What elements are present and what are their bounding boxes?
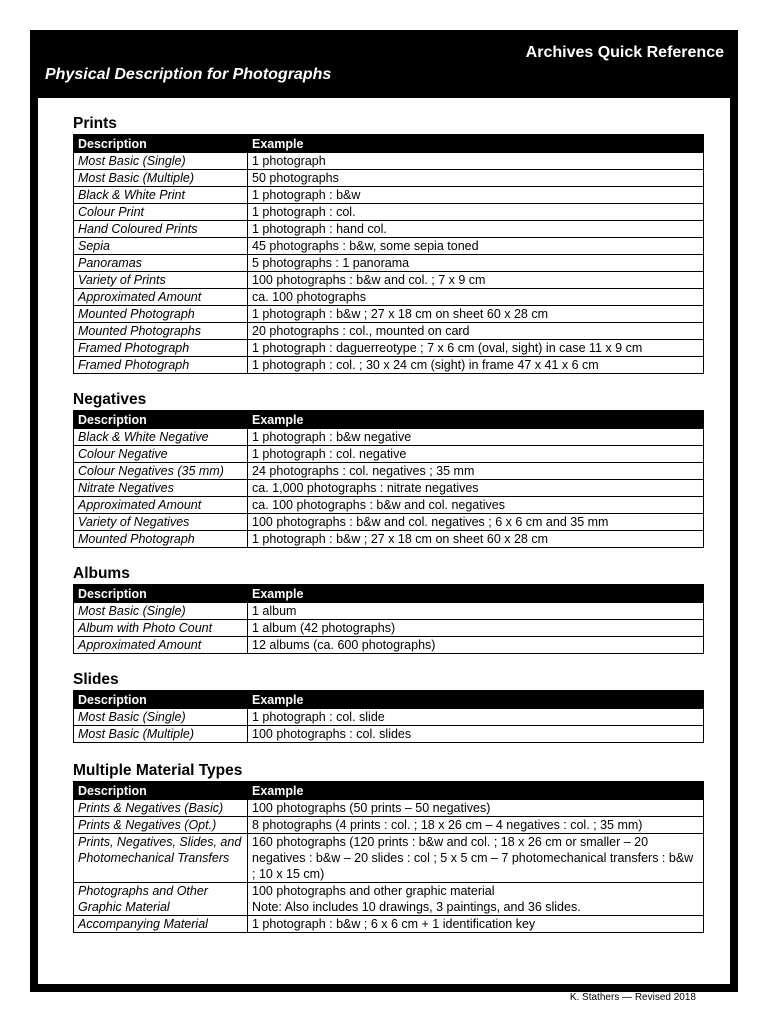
description-cell: Colour Negatives (35 mm)	[74, 463, 248, 480]
table-row	[74, 497, 704, 514]
table-row	[74, 603, 704, 620]
table-header-row	[74, 135, 704, 153]
table-row	[74, 221, 704, 238]
column-header-description: Description	[74, 411, 248, 429]
table-row	[74, 480, 704, 497]
description-cell: Photographs and Other Graphic Material	[74, 883, 248, 916]
example-cell: 1 photograph : col. slide	[248, 709, 704, 726]
example-cell: 1 photograph : b&w ; 27 x 18 cm on sheet 60 x 28 cm	[248, 306, 704, 323]
example-cell: ca. 100 photographs : b&w and col. negatives	[248, 497, 704, 514]
description-cell: Variety of Negatives	[74, 514, 248, 531]
table-row	[74, 531, 704, 548]
description-cell: Most Basic (Single)	[74, 153, 248, 170]
description-cell: Most Basic (Single)	[74, 709, 248, 726]
example-cell: 1 album (42 photographs)	[248, 620, 704, 637]
table-header-row	[74, 411, 704, 429]
description-cell: Variety of Prints	[74, 272, 248, 289]
column-header-description: Description	[74, 135, 248, 153]
description-cell: Framed Photograph	[74, 357, 248, 374]
description-cell: Colour Negative	[74, 446, 248, 463]
section-heading: Albums	[73, 565, 130, 582]
table-header-row	[74, 585, 704, 603]
description-cell: Most Basic (Multiple)	[74, 170, 248, 187]
example-cell: 12 albums (ca. 600 photographs)	[248, 637, 704, 654]
example-cell: 100 photographs (50 prints – 50 negatives)	[248, 800, 704, 817]
section-heading: Multiple Material Types	[73, 762, 243, 779]
section-heading: Slides	[73, 671, 119, 688]
reference-table	[73, 134, 704, 374]
example-cell: 1 photograph	[248, 153, 704, 170]
section-slides	[73, 670, 703, 743]
table-row	[74, 834, 704, 883]
description-cell: Hand Coloured Prints	[74, 221, 248, 238]
description-cell: Framed Photograph	[74, 340, 248, 357]
example-cell: 8 photographs (4 prints : col. ; 18 x 26 cm – 4 negatives : col. ; 35 mm)	[248, 817, 704, 834]
description-cell: Most Basic (Multiple)	[74, 726, 248, 743]
description-cell: Mounted Photograph	[74, 306, 248, 323]
reference-label: Archives Quick Reference	[525, 44, 724, 61]
table-row	[74, 817, 704, 834]
table-row	[74, 883, 704, 916]
footer-credit: K. Stathers — Revised 2018	[569, 992, 696, 1003]
example-cell: ca. 100 photographs	[248, 289, 704, 306]
description-cell: Prints, Negatives, Slides, and Photomechanical Transfers	[74, 834, 248, 883]
reference-table	[73, 584, 704, 654]
example-cell: 1 photograph : daguerreotype ; 7 x 6 cm (oval, sight) in case 11 x 9 cm	[248, 340, 704, 357]
table-row	[74, 726, 704, 743]
section-multiple-material-types	[73, 761, 703, 933]
example-cell: 1 photograph : b&w negative	[248, 429, 704, 446]
table-row	[74, 238, 704, 255]
section-negatives	[73, 390, 703, 548]
column-header-description: Description	[74, 782, 248, 800]
example-cell: 1 photograph : b&w	[248, 187, 704, 204]
example-cell: 20 photographs : col., mounted on card	[248, 323, 704, 340]
table-row	[74, 357, 704, 374]
description-cell: Mounted Photographs	[74, 323, 248, 340]
example-cell: 24 photographs : col. negatives ; 35 mm	[248, 463, 704, 480]
column-header-example: Example	[248, 585, 704, 603]
table-row	[74, 916, 704, 933]
column-header-example: Example	[248, 782, 704, 800]
example-cell: 100 photographs and other graphic material Note: Also includes 10 drawings, 3 paintings, and 36 slides.	[248, 883, 704, 916]
description-cell: Most Basic (Single)	[74, 603, 248, 620]
description-cell: Black & White Print	[74, 187, 248, 204]
table-row	[74, 620, 704, 637]
reference-table	[73, 781, 704, 933]
description-cell: Mounted Photograph	[74, 531, 248, 548]
example-cell: 1 photograph : col. negative	[248, 446, 704, 463]
example-cell: 160 photographs (120 prints : b&w and col. ; 18 x 26 cm or smaller – 20 negatives : b&w – 20 slides : col ; 5 x 5 cm – 7 photomechanical transfers : b&w ; 10 x 15 cm)	[248, 834, 704, 883]
table-row	[74, 323, 704, 340]
page-title: Physical Description for Photographs	[45, 66, 332, 83]
description-cell: Black & White Negative	[74, 429, 248, 446]
description-cell: Prints & Negatives (Basic)	[74, 800, 248, 817]
example-cell: 100 photographs : col. slides	[248, 726, 704, 743]
description-cell: Sepia	[74, 238, 248, 255]
table-row	[74, 800, 704, 817]
table-row	[74, 255, 704, 272]
table-row	[74, 463, 704, 480]
description-cell: Approximated Amount	[74, 289, 248, 306]
example-cell: 1 photograph : col. ; 30 x 24 cm (sight) in frame 47 x 41 x 6 cm	[248, 357, 704, 374]
table-row	[74, 637, 704, 654]
table-row	[74, 272, 704, 289]
table-row	[74, 446, 704, 463]
column-header-description: Description	[74, 585, 248, 603]
table-row	[74, 306, 704, 323]
description-cell: Album with Photo Count	[74, 620, 248, 637]
table-row	[74, 340, 704, 357]
example-cell: 45 photographs : b&w, some sepia toned	[248, 238, 704, 255]
example-cell: 1 album	[248, 603, 704, 620]
table-header-row	[74, 782, 704, 800]
table-row	[74, 514, 704, 531]
table-row	[74, 153, 704, 170]
column-header-example: Example	[248, 411, 704, 429]
table-row	[74, 170, 704, 187]
column-header-example: Example	[248, 135, 704, 153]
section-albums	[73, 564, 703, 654]
section-heading: Prints	[73, 115, 117, 132]
table-row	[74, 709, 704, 726]
example-cell: 1 photograph : hand col.	[248, 221, 704, 238]
table-row	[74, 204, 704, 221]
table-row	[74, 429, 704, 446]
description-cell: Approximated Amount	[74, 497, 248, 514]
table-header-row	[74, 691, 704, 709]
page-frame	[30, 30, 738, 992]
column-header-description: Description	[74, 691, 248, 709]
table-row	[74, 289, 704, 306]
description-cell: Colour Print	[74, 204, 248, 221]
example-cell: ca. 1,000 photographs : nitrate negatives	[248, 480, 704, 497]
content-panel	[38, 98, 730, 984]
description-cell: Accompanying Material	[74, 916, 248, 933]
example-cell: 100 photographs : b&w and col. ; 7 x 9 cm	[248, 272, 704, 289]
example-cell: 1 photograph : b&w ; 27 x 18 cm on sheet 60 x 28 cm	[248, 531, 704, 548]
description-cell: Approximated Amount	[74, 637, 248, 654]
example-cell: 1 photograph : b&w ; 6 x 6 cm + 1 identification key	[248, 916, 704, 933]
example-cell: 100 photographs : b&w and col. negatives ; 6 x 6 cm and 35 mm	[248, 514, 704, 531]
section-prints	[73, 114, 703, 374]
description-cell: Nitrate Negatives	[74, 480, 248, 497]
description-cell: Prints & Negatives (Opt.)	[74, 817, 248, 834]
column-header-example: Example	[248, 691, 704, 709]
reference-table	[73, 690, 704, 743]
example-cell: 50 photographs	[248, 170, 704, 187]
section-heading: Negatives	[73, 391, 147, 408]
example-cell: 1 photograph : col.	[248, 204, 704, 221]
description-cell: Panoramas	[74, 255, 248, 272]
header-bar	[30, 30, 738, 98]
example-cell: 5 photographs : 1 panorama	[248, 255, 704, 272]
table-row	[74, 187, 704, 204]
reference-table	[73, 410, 704, 548]
